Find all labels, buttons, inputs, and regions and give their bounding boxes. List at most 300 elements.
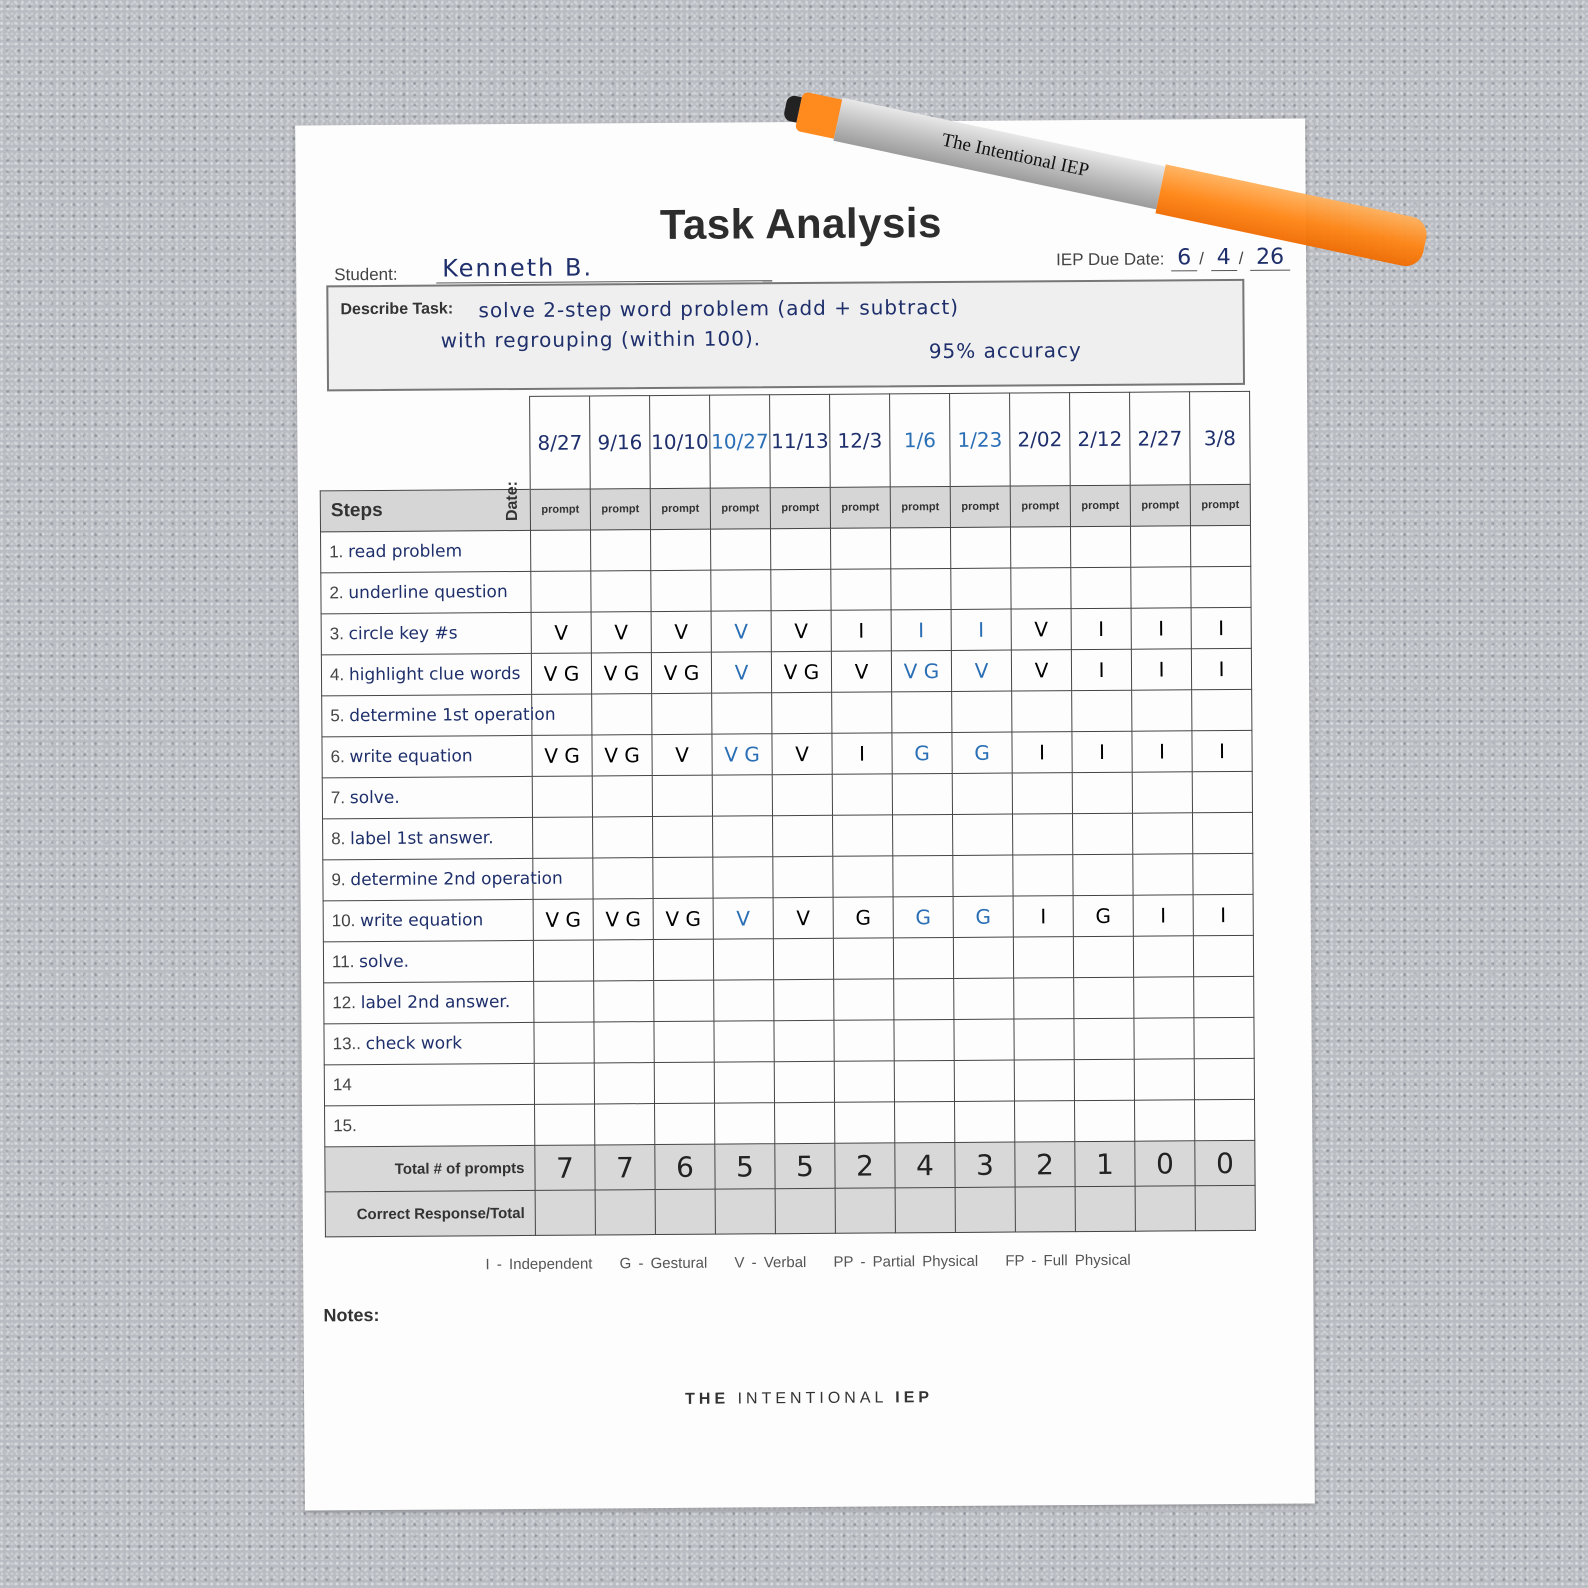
step-text: check work bbox=[365, 1033, 463, 1055]
step-label-cell bbox=[324, 981, 534, 1023]
prompt-mark-cell bbox=[592, 694, 652, 735]
prompt-mark-cell bbox=[714, 1062, 774, 1103]
date-cell: 9/16 bbox=[590, 396, 651, 489]
prompt-mark-cell bbox=[654, 1021, 714, 1062]
prompt-mark-cell bbox=[1192, 771, 1252, 812]
prompt-mark-cell: I bbox=[1071, 649, 1131, 690]
prompt-mark-cell bbox=[1072, 690, 1132, 731]
brand-the: THE bbox=[685, 1390, 730, 1408]
prompt-mark-cell bbox=[833, 856, 893, 897]
prompt-mark-cell: V bbox=[772, 733, 832, 774]
prompt-mark-cell: I bbox=[1191, 648, 1251, 689]
prompt-mark-cell bbox=[651, 570, 711, 611]
step-number: 15. bbox=[333, 1116, 357, 1136]
prompt-mark-cell bbox=[1133, 936, 1193, 977]
total-prompts-value: 0 bbox=[1135, 1141, 1195, 1186]
step-row bbox=[321, 566, 1251, 613]
prompt-mark-cell bbox=[1072, 772, 1132, 813]
total-prompts-value: 6 bbox=[655, 1144, 715, 1189]
prompt-mark-cell bbox=[531, 530, 591, 571]
prompt-mark-cell bbox=[773, 856, 833, 897]
due-day: 4 bbox=[1211, 245, 1237, 271]
date-cell: 2/02 bbox=[1010, 393, 1071, 486]
prompt-mark-cell: V G bbox=[532, 735, 592, 776]
due-year: 26 bbox=[1250, 245, 1290, 271]
step-number: 12. bbox=[332, 993, 357, 1013]
step-number: 5. bbox=[330, 706, 345, 726]
prompt-mark-cell: V bbox=[711, 652, 771, 693]
step-label-cell bbox=[323, 858, 563, 900]
date-label: Date: bbox=[503, 480, 521, 522]
prompt-mark-cell bbox=[1132, 690, 1192, 731]
prompt-mark-cell bbox=[952, 773, 1012, 814]
step-row bbox=[324, 1017, 1254, 1064]
prompt-mark-cell bbox=[1014, 1060, 1074, 1101]
step-number: 14 bbox=[332, 1075, 352, 1095]
prompt-mark-cell bbox=[1191, 566, 1251, 607]
correct-response-cell bbox=[775, 1188, 835, 1233]
prompt-legend bbox=[303, 1250, 1313, 1274]
prompt-mark-cell bbox=[1012, 773, 1072, 814]
prompt-mark-cell bbox=[594, 1063, 654, 1104]
prompt-mark-cell bbox=[1013, 814, 1073, 855]
prompt-mark-cell: I bbox=[1133, 895, 1193, 936]
prompt-mark-cell: V bbox=[652, 734, 712, 775]
prompt-mark-cell: V bbox=[1011, 650, 1071, 691]
prompt-mark-cell: G bbox=[833, 897, 893, 938]
prompt-mark-cell: I bbox=[831, 610, 891, 651]
pen-print: The Intentional IEP bbox=[939, 129, 1091, 182]
prompt-header: prompt bbox=[710, 488, 770, 529]
prompt-mark-cell bbox=[532, 776, 592, 817]
total-prompts-value: 3 bbox=[955, 1142, 1015, 1187]
prompt-mark-cell bbox=[651, 529, 711, 570]
prompt-mark-cell: V G bbox=[712, 734, 772, 775]
step-number: 8. bbox=[331, 829, 346, 849]
prompt-mark-cell bbox=[711, 570, 771, 611]
prompt-mark-cell bbox=[953, 855, 1013, 896]
prompt-header: prompt bbox=[1010, 486, 1070, 527]
step-text: write equation bbox=[360, 910, 484, 932]
due-date-label: IEP Due Date: bbox=[1056, 249, 1165, 270]
correct-response-cell bbox=[1075, 1186, 1135, 1231]
prompt-mark-cell: V bbox=[531, 612, 591, 653]
prompt-mark-cell bbox=[592, 776, 652, 817]
prompt-mark-cell: I bbox=[1193, 894, 1253, 935]
step-text: underline question bbox=[348, 582, 508, 604]
prompt-mark-cell bbox=[654, 980, 714, 1021]
step-text: label 1st answer. bbox=[350, 828, 494, 850]
correct-response-cell bbox=[655, 1189, 715, 1234]
correct-response-cell bbox=[895, 1187, 955, 1232]
task-line-3: 95% accuracy bbox=[928, 338, 1082, 364]
prompt-mark-cell: I bbox=[1131, 649, 1191, 690]
prompt-mark-cell bbox=[654, 1062, 714, 1103]
prompt-header: prompt bbox=[1190, 484, 1250, 525]
task-analysis-sheet bbox=[295, 118, 1315, 1510]
prompt-mark-cell: G bbox=[953, 896, 1013, 937]
step-label-cell bbox=[322, 735, 532, 777]
prompt-mark-cell bbox=[894, 1060, 954, 1101]
steps-header: Steps bbox=[320, 489, 530, 531]
prompt-header: prompt bbox=[1130, 485, 1190, 526]
prompt-mark-cell bbox=[832, 692, 892, 733]
prompt-mark-cell bbox=[892, 773, 952, 814]
prompt-mark-cell bbox=[892, 691, 952, 732]
prompt-mark-cell: V G bbox=[591, 653, 651, 694]
totals-row bbox=[325, 1140, 1255, 1191]
step-row bbox=[321, 607, 1251, 654]
prompt-mark-cell bbox=[1193, 853, 1253, 894]
step-number: 10. bbox=[331, 911, 356, 931]
step-label-cell bbox=[324, 1063, 534, 1105]
total-prompts-value: 7 bbox=[595, 1145, 655, 1190]
prompt-mark-cell bbox=[832, 774, 892, 815]
prompt-mark-cell bbox=[834, 1020, 894, 1061]
prompt-mark-cell: I bbox=[1013, 896, 1073, 937]
prompt-mark-cell: G bbox=[892, 732, 952, 773]
prompt-mark-cell bbox=[711, 529, 771, 570]
step-row bbox=[323, 812, 1253, 859]
prompt-mark-cell: G bbox=[1073, 895, 1133, 936]
prompt-mark-cell bbox=[594, 1022, 654, 1063]
step-number: 6. bbox=[330, 747, 345, 767]
prompt-header: prompt bbox=[890, 486, 950, 527]
prompt-mark-cell bbox=[535, 1104, 595, 1145]
prompt-mark-cell bbox=[954, 1060, 1014, 1101]
prompt-mark-cell bbox=[1070, 526, 1130, 567]
prompt-mark-cell bbox=[1013, 937, 1073, 978]
prompt-mark-cell bbox=[1075, 1100, 1135, 1141]
prompt-mark-cell bbox=[712, 693, 772, 734]
prompt-mark-cell bbox=[1134, 1018, 1194, 1059]
prompt-mark-cell bbox=[1015, 1101, 1075, 1142]
brand-footer bbox=[304, 1386, 1314, 1411]
prompt-mark-cell bbox=[1194, 976, 1254, 1017]
prompt-mark-cell bbox=[533, 817, 593, 858]
step-number: 3. bbox=[329, 624, 344, 644]
prompt-header: prompt bbox=[950, 486, 1010, 527]
date-cell: 12/3 bbox=[830, 394, 891, 487]
step-row bbox=[323, 853, 1253, 900]
prompt-mark-cell bbox=[1192, 812, 1252, 853]
prompt-mark-cell bbox=[1071, 567, 1131, 608]
prompt-mark-cell bbox=[834, 1061, 894, 1102]
prompt-mark-cell bbox=[835, 1102, 895, 1143]
step-row bbox=[323, 894, 1253, 941]
step-row bbox=[321, 525, 1251, 572]
total-prompts-value: 7 bbox=[535, 1145, 595, 1190]
prompt-mark-cell bbox=[533, 940, 593, 981]
describe-task-box bbox=[326, 279, 1245, 391]
prompt-mark-cell bbox=[713, 939, 773, 980]
prompt-mark-cell bbox=[1194, 1058, 1254, 1099]
correct-response-cell bbox=[535, 1190, 595, 1235]
step-row bbox=[324, 976, 1254, 1023]
correct-response-cell bbox=[1135, 1186, 1195, 1231]
step-row bbox=[322, 771, 1252, 818]
step-number: 11. bbox=[331, 952, 355, 972]
step-label-cell bbox=[322, 776, 532, 818]
prompt-mark-cell bbox=[1192, 689, 1252, 730]
correct-response-cell bbox=[1195, 1185, 1255, 1230]
prompt-mark-cell bbox=[833, 815, 893, 856]
prompt-mark-cell: I bbox=[1191, 607, 1251, 648]
date-cell: 10/10 bbox=[650, 395, 711, 488]
step-text: highlight clue words bbox=[348, 663, 521, 686]
step-label-cell bbox=[323, 940, 533, 982]
prompt-mark-cell bbox=[1132, 772, 1192, 813]
step-label-cell bbox=[321, 612, 531, 654]
prompt-mark-cell bbox=[893, 814, 953, 855]
step-text: label 2nd answer. bbox=[360, 992, 511, 1014]
prompt-mark-cell: I bbox=[951, 609, 1011, 650]
prompt-mark-cell bbox=[893, 855, 953, 896]
prompt-mark-cell bbox=[894, 978, 954, 1019]
step-label-cell bbox=[322, 694, 556, 736]
prompt-mark-cell bbox=[531, 571, 591, 612]
correct-response-cell bbox=[835, 1188, 895, 1233]
prompt-mark-cell bbox=[773, 938, 833, 979]
prompt-mark-cell: V bbox=[711, 611, 771, 652]
step-label-cell bbox=[325, 1104, 535, 1146]
prompt-mark-cell bbox=[1014, 1019, 1074, 1060]
page-title: Task Analysis bbox=[659, 199, 943, 248]
prompt-mark-cell: V G bbox=[531, 653, 591, 694]
prompt-mark-cell bbox=[652, 693, 712, 734]
prompt-mark-cell: I bbox=[1012, 732, 1072, 773]
prompt-mark-cell bbox=[652, 775, 712, 816]
prompt-mark-cell bbox=[1073, 854, 1133, 895]
total-prompts-value: 2 bbox=[1015, 1142, 1075, 1187]
prompt-header: prompt bbox=[590, 489, 650, 530]
total-prompts-value: 1 bbox=[1075, 1141, 1135, 1186]
prompt-mark-cell bbox=[591, 571, 651, 612]
prompt-mark-cell bbox=[894, 1019, 954, 1060]
prompt-mark-cell: I bbox=[832, 733, 892, 774]
prompt-mark-cell bbox=[955, 1101, 1015, 1142]
total-prompts-label: Total # of prompts bbox=[325, 1145, 535, 1191]
prompt-mark-cell bbox=[1014, 978, 1074, 1019]
student-label: Student: bbox=[334, 264, 398, 285]
date-cell: 2/27 bbox=[1130, 392, 1191, 485]
prompt-mark-cell: I bbox=[891, 609, 951, 650]
prompt-mark-cell bbox=[593, 858, 653, 899]
prompt-mark-cell bbox=[1131, 567, 1191, 608]
step-text: circle key #s bbox=[348, 623, 458, 645]
prompt-mark-cell bbox=[591, 530, 651, 571]
legend-item: V - Verbal bbox=[734, 1254, 807, 1272]
prompt-mark-cell bbox=[1130, 526, 1190, 567]
legend-item: FP - Full Physical bbox=[1005, 1251, 1131, 1270]
prompt-mark-cell bbox=[771, 569, 831, 610]
prompt-mark-cell: I bbox=[1132, 731, 1192, 772]
prompt-mark-cell bbox=[774, 1061, 834, 1102]
step-number: 7. bbox=[330, 788, 346, 808]
prompt-mark-cell bbox=[831, 528, 891, 569]
prompt-mark-cell bbox=[534, 1063, 594, 1104]
prompt-mark-cell bbox=[713, 816, 773, 857]
prompt-mark-cell bbox=[834, 979, 894, 1020]
brand-iep: IEP bbox=[895, 1389, 934, 1407]
prompt-mark-cell: V bbox=[651, 611, 711, 652]
step-text: read problem bbox=[348, 541, 463, 563]
total-prompts-value: 5 bbox=[775, 1143, 835, 1188]
step-label-cell bbox=[321, 530, 531, 572]
prompt-mark-cell: V G bbox=[592, 735, 652, 776]
prompt-header: prompt bbox=[530, 489, 590, 530]
total-prompts-value: 0 bbox=[1195, 1140, 1255, 1185]
correct-response-cell bbox=[595, 1190, 655, 1235]
correct-response-cell bbox=[955, 1187, 1015, 1232]
prompt-mark-cell: V bbox=[951, 650, 1011, 691]
iep-due-date: IEP Due Date: 6 / 4 / 26 bbox=[1056, 245, 1292, 273]
prompt-mark-cell: V G bbox=[653, 898, 713, 939]
prompt-mark-cell: V bbox=[591, 612, 651, 653]
step-row bbox=[324, 1058, 1254, 1105]
prompt-mark-cell bbox=[774, 1020, 834, 1061]
prompt-mark-cell bbox=[713, 857, 773, 898]
step-text: write equation bbox=[349, 746, 473, 768]
correct-response-cell bbox=[1015, 1187, 1075, 1232]
prompt-mark-cell bbox=[534, 1022, 594, 1063]
prompt-mark-cell bbox=[953, 814, 1013, 855]
prompt-mark-cell bbox=[1134, 977, 1194, 1018]
step-row bbox=[322, 689, 1252, 736]
prompt-mark-cell bbox=[1010, 527, 1070, 568]
date-cell: 11/13 bbox=[770, 394, 831, 487]
prompt-header: prompt bbox=[1070, 485, 1130, 526]
task-line-1: solve 2-step word problem (add + subtract) bbox=[478, 294, 960, 323]
prompt-mark-cell: V bbox=[1011, 609, 1071, 650]
prompt-mark-cell bbox=[1132, 813, 1192, 854]
step-label-cell bbox=[324, 1022, 534, 1064]
prompt-mark-cell bbox=[833, 938, 893, 979]
prompt-mark-cell bbox=[1190, 525, 1250, 566]
step-number: 2. bbox=[329, 583, 344, 603]
date-cell: 1/23 bbox=[950, 393, 1011, 486]
prompt-mark-cell: I bbox=[1071, 608, 1131, 649]
prompt-mark-cell bbox=[954, 1019, 1014, 1060]
prompt-mark-cell: I bbox=[1072, 731, 1132, 772]
prompt-mark-cell bbox=[594, 981, 654, 1022]
prompt-mark-cell bbox=[593, 940, 653, 981]
prompt-mark-cell bbox=[1012, 691, 1072, 732]
prompt-mark-cell bbox=[893, 937, 953, 978]
total-prompts-value: 2 bbox=[835, 1143, 895, 1188]
prompt-mark-cell bbox=[1193, 935, 1253, 976]
prompt-mark-cell bbox=[655, 1103, 715, 1144]
legend-item: PP - Partial Physical bbox=[833, 1252, 979, 1271]
prompt-mark-cell bbox=[714, 980, 774, 1021]
prompt-mark-cell bbox=[714, 1021, 774, 1062]
step-row bbox=[325, 1099, 1255, 1146]
prompt-mark-cell bbox=[953, 937, 1013, 978]
prompt-mark-cell bbox=[771, 528, 831, 569]
step-number: 9. bbox=[331, 870, 346, 890]
step-label-cell bbox=[321, 571, 531, 613]
task-line-2: with regrouping (within 100). bbox=[440, 326, 762, 353]
prompt-mark-cell: V bbox=[773, 897, 833, 938]
prompt-mark-cell bbox=[715, 1103, 775, 1144]
due-month: 6 bbox=[1171, 245, 1197, 271]
date-row bbox=[320, 391, 1251, 490]
prompt-mark-cell bbox=[1073, 813, 1133, 854]
prompt-mark-cell bbox=[593, 817, 653, 858]
step-number: 1. bbox=[329, 542, 344, 562]
prompt-mark-cell bbox=[1194, 1017, 1254, 1058]
prompt-mark-cell bbox=[950, 527, 1010, 568]
legend-item: I - Independent bbox=[485, 1255, 593, 1274]
prompt-mark-cell bbox=[595, 1104, 655, 1145]
prompt-mark-cell bbox=[1133, 854, 1193, 895]
brand-intentional: INTENTIONAL bbox=[737, 1389, 887, 1408]
step-label-cell bbox=[323, 817, 533, 859]
prompt-mark-cell bbox=[952, 691, 1012, 732]
date-cell: 10/27 bbox=[710, 395, 771, 488]
total-prompts-value: 5 bbox=[715, 1144, 775, 1189]
describe-task-label: Describe Task: bbox=[340, 300, 454, 319]
prompt-mark-cell bbox=[951, 568, 1011, 609]
prompt-mark-cell bbox=[774, 979, 834, 1020]
prompt-mark-cell: I bbox=[1192, 730, 1252, 771]
notes-label: Notes: bbox=[323, 1304, 380, 1326]
step-text: solve. bbox=[359, 951, 410, 973]
prompt-mark-cell bbox=[831, 569, 891, 610]
date-cell: 2/12 bbox=[1070, 392, 1131, 485]
correct-response-cell bbox=[715, 1189, 775, 1234]
prompt-mark-cell: I bbox=[1131, 608, 1191, 649]
correct-response-row bbox=[325, 1185, 1255, 1236]
prompt-mark-cell bbox=[772, 774, 832, 815]
step-label-cell bbox=[323, 899, 533, 941]
date-cell: 8/27 bbox=[530, 396, 591, 489]
prompt-mark-cell: V G bbox=[771, 651, 831, 692]
prompt-mark-cell: G bbox=[893, 896, 953, 937]
prompt-header: prompt bbox=[650, 488, 710, 529]
step-text: determine 2nd operation bbox=[350, 868, 563, 891]
step-text: solve. bbox=[349, 787, 400, 809]
prompt-mark-cell bbox=[1074, 1059, 1134, 1100]
prompt-mark-cell bbox=[653, 857, 713, 898]
step-row bbox=[323, 935, 1253, 982]
prompt-mark-cell bbox=[1074, 977, 1134, 1018]
step-label-cell bbox=[321, 653, 531, 695]
student-name: Kenneth B. bbox=[436, 252, 772, 283]
prompt-mark-cell: V bbox=[771, 610, 831, 651]
prompt-mark-cell bbox=[1195, 1099, 1255, 1140]
prompt-mark-cell: V G bbox=[651, 652, 711, 693]
prompt-mark-cell bbox=[1135, 1100, 1195, 1141]
prompt-mark-cell bbox=[775, 1102, 835, 1143]
prompt-mark-cell: G bbox=[952, 732, 1012, 773]
prompt-mark-cell bbox=[895, 1101, 955, 1142]
prompt-mark-cell bbox=[653, 939, 713, 980]
header-row bbox=[320, 484, 1250, 531]
prompt-mark-cell bbox=[954, 978, 1014, 1019]
prompt-mark-cell bbox=[891, 568, 951, 609]
step-row bbox=[322, 730, 1252, 777]
prompt-mark-cell bbox=[712, 775, 772, 816]
total-prompts-value: 4 bbox=[895, 1142, 955, 1187]
legend-item: G - Gestural bbox=[619, 1254, 708, 1273]
prompt-mark-cell: V G bbox=[891, 650, 951, 691]
prompt-header: prompt bbox=[770, 487, 830, 528]
prompt-mark-cell: V G bbox=[533, 899, 593, 940]
prompt-mark-cell bbox=[534, 981, 594, 1022]
task-analysis-table bbox=[319, 391, 1256, 1237]
prompt-mark-cell bbox=[1134, 1059, 1194, 1100]
